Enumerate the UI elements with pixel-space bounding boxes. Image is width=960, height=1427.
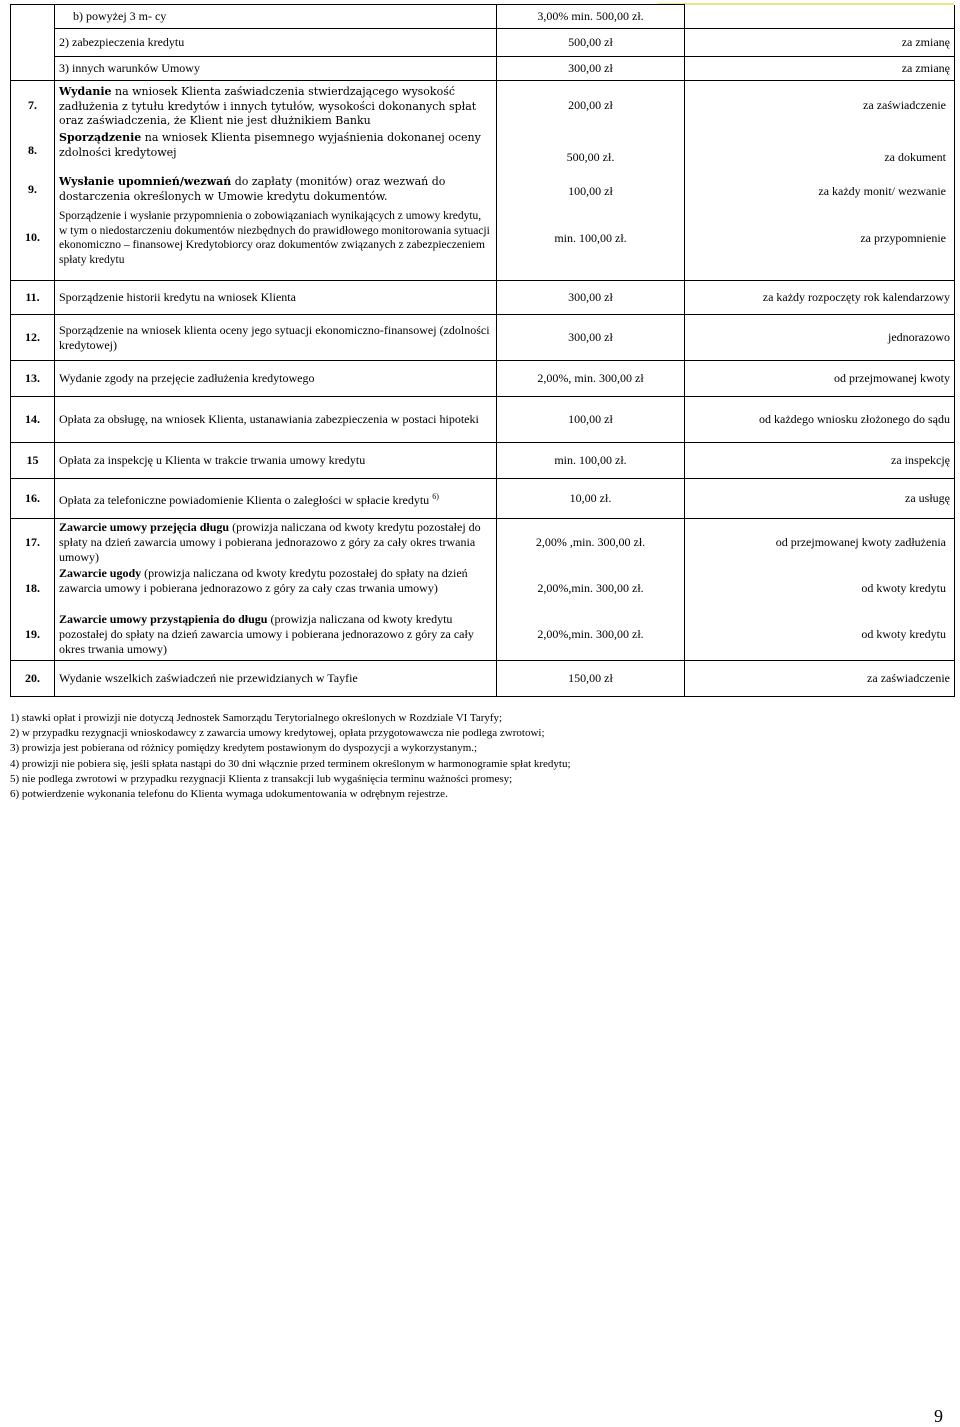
- row-description: b) powyżej 3 m- cy: [55, 5, 497, 29]
- row-number: 19.: [25, 627, 40, 641]
- row-amount: 2,00% ,min. 300,00 zł.: [535, 535, 646, 549]
- row-basis: od kwoty kredytu: [861, 627, 946, 641]
- entry-8: [59, 131, 492, 169]
- entry-18: [59, 566, 492, 612]
- row-basis-group: [685, 81, 955, 281]
- row-amount: 150,00 zł: [497, 661, 685, 697]
- row-basis: za zmianę: [685, 57, 955, 81]
- row-number: 13.: [11, 361, 55, 397]
- row-basis-group: [685, 519, 955, 661]
- row-number-group: [11, 519, 55, 661]
- entry-text: (prowizja naliczana od kwoty kredytu pozostałej do spłaty na dzień zawarcia umowy i pobierana jednorazowo z góry za cały czas trwania umowy): [59, 566, 468, 595]
- row-amount: min. 100,00 zł.: [554, 231, 627, 245]
- entry-10: [59, 209, 492, 267]
- entry-9: [59, 175, 492, 207]
- row-number: 10.: [25, 230, 40, 244]
- row-basis: od każdego wniosku złożonego do sądu: [685, 397, 955, 443]
- entry-bold-text: Zawarcie ugody: [59, 566, 142, 580]
- row-number: 9.: [28, 182, 37, 196]
- row-number: 8.: [28, 143, 37, 157]
- row-number: 15: [11, 443, 55, 479]
- row-number: 11.: [11, 281, 55, 315]
- row-amount: 10,00 zł.: [497, 479, 685, 519]
- table-row: [11, 443, 955, 479]
- entry-bold-text: Wydanie: [59, 85, 112, 98]
- row-number: 18.: [25, 581, 40, 595]
- entry-text: (prowizja naliczana od kwoty kredytu pozostałej do spłaty na dzień zawarcia umowy i pobierana jednorazowo z góry za cały okres trwania umowy): [59, 520, 481, 564]
- row-basis: za przypomnienie: [860, 231, 946, 245]
- fee-table: [10, 4, 955, 697]
- row-basis: za każdy monit/ wezwanie: [818, 184, 946, 198]
- entry-text: do zapłaty (monitów) oraz wezwań do dostarczenia określonych w Umowie kredytu dokumentów.: [59, 175, 446, 203]
- entry-19: [59, 612, 492, 657]
- row-basis: za każdy rozpoczęty rok kalendarzowy: [685, 281, 955, 315]
- row-amount: 100,00 zł: [497, 397, 685, 443]
- fee-table-frame: [10, 4, 954, 697]
- page-number: 9: [934, 1406, 943, 1426]
- footnote: 4) prowizji nie pobiera się, jeśli spłata nastąpi do 30 dni włącznie przed terminem określonym w harmonogramie spłat kredytu;: [10, 757, 571, 770]
- table-row: [11, 281, 955, 315]
- row-basis: od kwoty kredytu: [861, 581, 946, 595]
- table-row: [11, 661, 955, 697]
- entry-text: na wniosek Klienta zaświadczenia stwierdzającego wysokość zadłużenia z tytułu kredytów i innych tytułów, wysokości dokonanych spłat oraz zaświadczenia, że Klient nie jest dłużnikiem Banku: [59, 85, 477, 127]
- row-description: Wydanie zgody na przejęcie zadłużenia kredytowego: [55, 361, 497, 397]
- entry-bold-text: Zawarcie umowy przejęcia długu: [59, 520, 230, 534]
- entry-text: Sporządzenie i wysłanie przypomnienia o zobowiązaniach wynikających z umowy kredytu, w tym o niedostarczeniu dokumentów niezbędnych do prawidłowego monitorowania sytuacji ekonomiczno – finansowej Kredytobiorcy oraz dokumentów związanych z zabezpieczeniem spłaty kredytu: [59, 210, 490, 266]
- footnote: 1) stawki opłat i prowizji nie dotyczą Jednostek Samorządu Terytorialnego określonych w Rozdziale VI Taryfy;: [10, 712, 503, 724]
- table-row: [11, 315, 955, 361]
- table-row: [11, 479, 955, 519]
- row-number-group: [11, 81, 55, 281]
- row-description: Opłata za inspekcję u Klienta w trakcie trwania umowy kredytu: [55, 443, 497, 479]
- entry-bold-text: Zawarcie umowy przystąpienia do długu: [59, 612, 268, 626]
- row-basis: od przejmowanej kwoty: [685, 361, 955, 397]
- table-row-group: [11, 81, 955, 281]
- row-amount-group: [497, 519, 685, 661]
- row-amount-group: [497, 81, 685, 281]
- row-amount: 500,00 zł.: [566, 150, 615, 164]
- footnote-marker: 6): [432, 492, 439, 501]
- row-description: 2) zabezpieczenia kredytu: [55, 29, 497, 57]
- row-number: 16.: [11, 479, 55, 519]
- entry-bold-text: Wysłanie upomnień/wezwań: [59, 175, 232, 188]
- entry-text: (prowizja naliczana od kwoty kredytu pozostałej do spłaty na dzień zawarcia umowy i pobierana jednorazowo z góry za cały okres trwania umowy): [59, 612, 474, 656]
- row-number: 20.: [11, 661, 55, 697]
- table-row: [11, 57, 955, 81]
- row-description: Sporządzenie na wniosek klienta oceny jego sytuacji ekonomiczno-finansowej (zdolności kredytowej): [55, 315, 497, 361]
- row-basis: za zaświadczenie: [863, 98, 946, 112]
- row-amount: 3,00% min. 500,00 zł.: [497, 5, 685, 29]
- row-number: 12.: [11, 315, 55, 361]
- row-basis: za dokument: [884, 150, 946, 164]
- footnotes: [10, 711, 954, 802]
- row-basis: jednorazowo: [685, 315, 955, 361]
- row-description: [55, 479, 497, 519]
- row-amount: 2,00%,min. 300,00 zł.: [537, 627, 644, 641]
- footnote: 3) prowizja jest pobierana od różnicy pomiędzy kredytem postawionym do dyspozycji a wykorzystanym.;: [10, 742, 478, 755]
- entry-bold-text: Sporządzenie: [59, 131, 142, 144]
- row-description-text: Opłata za telefoniczne powiadomienie Klienta o zaległości w spłacie kredytu: [59, 493, 430, 507]
- row-description: Sporządzenie historii kredytu na wniosek Klienta: [55, 281, 497, 315]
- entry-text: na wniosek Klienta pisemnego wyjaśnienia dokonanej oceny zdolności kredytowej: [59, 131, 481, 159]
- row-description: 3) innych warunków Umowy: [55, 57, 497, 81]
- table-row: [11, 361, 955, 397]
- footnote: 5) nie podlega zwrotowi w przypadku rezygnacji Klienta z transakcji lub wygaśnięcia terminu ważności promesy;: [10, 772, 513, 785]
- footnote: 2) w przypadku rezygnacji wnioskodawcy z zawarcia umowy kredytowej, opłata przygotowawcza nie podlega zwrotowi;: [10, 727, 545, 740]
- row-basis: za usługę: [685, 479, 955, 519]
- row-amount: 2,00%,min. 300,00 zł.: [537, 581, 644, 595]
- row-basis: od przejmowanej kwoty zadłużenia: [775, 535, 946, 549]
- row-amount: 300,00 zł: [497, 315, 685, 361]
- row-amount: 2,00%, min. 300,00 zł: [497, 361, 685, 397]
- entry-17: [59, 520, 492, 566]
- row-amount: 100,00 zł: [568, 184, 613, 198]
- row-description-group: [55, 519, 497, 661]
- row-basis: [685, 5, 955, 29]
- row-number: [11, 5, 55, 81]
- row-description: Opłata za obsługę, na wniosek Klienta, ustanawiania zabezpieczenia w postaci hipoteki: [55, 397, 497, 443]
- row-number: 17.: [25, 535, 40, 549]
- row-number: 7.: [28, 98, 37, 112]
- table-row-group: [11, 519, 955, 661]
- row-basis: za inspekcję: [685, 443, 955, 479]
- entry-7: [59, 85, 492, 129]
- row-amount: 500,00 zł: [497, 29, 685, 57]
- table-row: [11, 397, 955, 443]
- footnote: 6) potwierdzenie wykonania telefonu do Klienta wymaga udokumentowania w odrębnym rejestrze.: [10, 788, 448, 801]
- row-amount: 200,00 zł: [568, 98, 613, 112]
- row-amount: min. 100,00 zł.: [497, 443, 685, 479]
- row-description: Wydanie wszelkich zaświadczeń nie przewidzianych w Tayfie: [55, 661, 497, 697]
- row-basis: za zaświadczenie: [685, 661, 955, 697]
- table-row: [11, 29, 955, 57]
- row-description-group: [55, 81, 497, 281]
- row-number: 14.: [11, 397, 55, 443]
- row-amount: 300,00 zł: [497, 57, 685, 81]
- row-amount: 300,00 zł: [497, 281, 685, 315]
- row-basis: za zmianę: [685, 29, 955, 57]
- table-row: [11, 5, 955, 29]
